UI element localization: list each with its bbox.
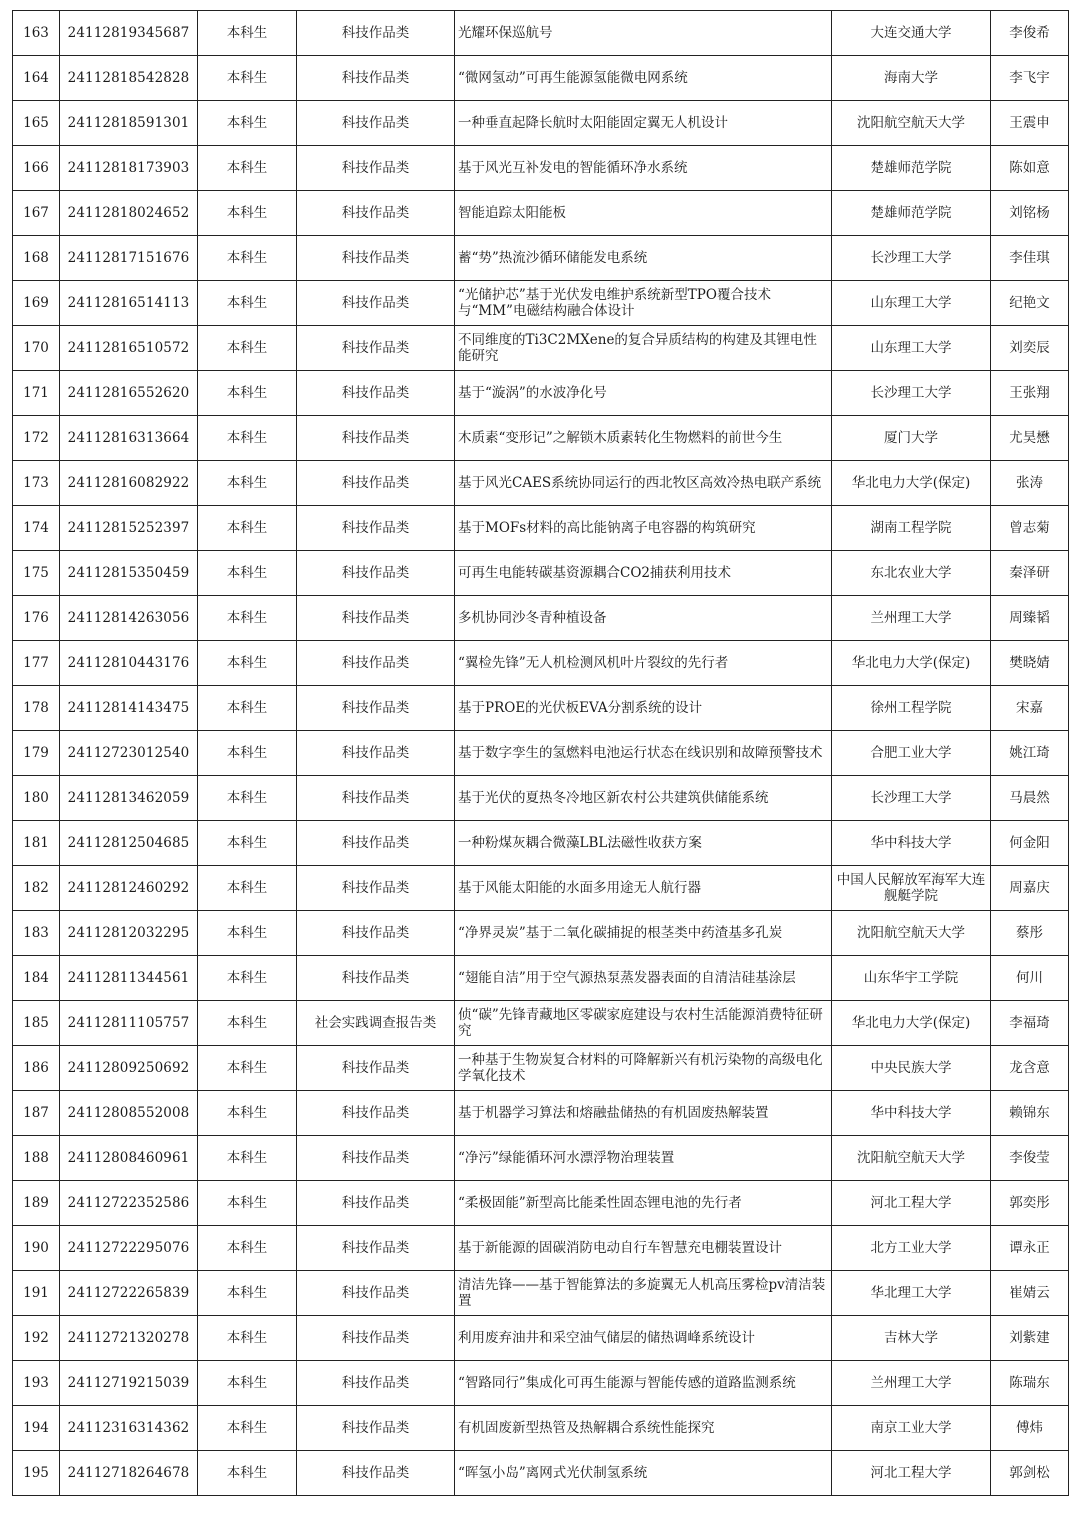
table-row — [13, 56, 1069, 101]
entry-category: 科技作品类 — [297, 641, 455, 686]
table-row — [13, 1046, 1069, 1091]
school-name: 楚雄师范学院 — [832, 191, 991, 236]
entry-title: 有机固废新型热管及热解耦合系统性能探究 — [455, 1406, 832, 1451]
entry-title: 基于MOFs材料的高比能钠离子电容器的构筑研究 — [455, 506, 832, 551]
school-name: 东北农业大学 — [832, 551, 991, 596]
entry-title: 一种基于生物炭复合材料的可降解新兴有机污染物的高级电化学氧化技术 — [455, 1046, 832, 1091]
entry-category: 科技作品类 — [297, 911, 455, 956]
table-row — [13, 1181, 1069, 1226]
school-name: 沈阳航空航天大学 — [832, 101, 991, 146]
author-name: 李佳琪 — [991, 236, 1069, 281]
table-row — [13, 776, 1069, 821]
author-name: 刘奕辰 — [991, 326, 1069, 371]
row-number: 180 — [13, 776, 60, 821]
entry-code: 24112816082922 — [60, 461, 198, 506]
student-level: 本科生 — [198, 686, 297, 731]
author-name: 姚江琦 — [991, 731, 1069, 776]
entry-category: 科技作品类 — [297, 1406, 455, 1451]
student-level: 本科生 — [198, 11, 297, 56]
row-number: 191 — [13, 1271, 60, 1316]
student-level: 本科生 — [198, 506, 297, 551]
entry-code: 24112818542828 — [60, 56, 198, 101]
author-name: 王震申 — [991, 101, 1069, 146]
student-level: 本科生 — [198, 191, 297, 236]
row-number: 178 — [13, 686, 60, 731]
entry-title: “微网氢动”可再生能源氢能微电网系统 — [455, 56, 832, 101]
entry-category: 科技作品类 — [297, 731, 455, 776]
entry-title: 基于风光CAES系统协同运行的西北牧区高效冷热电联产系统 — [455, 461, 832, 506]
author-name: 何金阳 — [991, 821, 1069, 866]
entry-category: 科技作品类 — [297, 1451, 455, 1496]
entry-category: 科技作品类 — [297, 281, 455, 326]
entry-title: 一种垂直起降长航时太阳能固定翼无人机设计 — [455, 101, 832, 146]
author-name: 李福琦 — [991, 1001, 1069, 1046]
entry-title: 光耀环保巡航号 — [455, 11, 832, 56]
table-row — [13, 686, 1069, 731]
entry-title: 基于数字孪生的氢燃料电池运行状态在线识别和故障预警技术 — [455, 731, 832, 776]
school-name: 北方工业大学 — [832, 1226, 991, 1271]
row-number: 183 — [13, 911, 60, 956]
author-name: 李俊希 — [991, 11, 1069, 56]
row-number: 169 — [13, 281, 60, 326]
school-name: 徐州工程学院 — [832, 686, 991, 731]
entry-title: 基于风光互补发电的智能循环净水系统 — [455, 146, 832, 191]
author-name: 张涛 — [991, 461, 1069, 506]
school-name: 兰州理工大学 — [832, 596, 991, 641]
entry-code: 24112723012540 — [60, 731, 198, 776]
school-name: 长沙理工大学 — [832, 776, 991, 821]
student-level: 本科生 — [198, 326, 297, 371]
author-name: 蔡彤 — [991, 911, 1069, 956]
school-name: 海南大学 — [832, 56, 991, 101]
table-row — [13, 146, 1069, 191]
entry-code: 24112812504685 — [60, 821, 198, 866]
entry-category: 科技作品类 — [297, 1316, 455, 1361]
entry-title: 利用废弃油井和采空油气储层的储热调峰系统设计 — [455, 1316, 832, 1361]
entry-title: 木质素“变形记”之解锁木质素转化生物燃料的前世今生 — [455, 416, 832, 461]
table-row — [13, 596, 1069, 641]
row-number: 192 — [13, 1316, 60, 1361]
school-name: 合肥工业大学 — [832, 731, 991, 776]
entry-code: 24112810443176 — [60, 641, 198, 686]
school-name: 河北工程大学 — [832, 1451, 991, 1496]
entry-category: 科技作品类 — [297, 1361, 455, 1406]
author-name: 陈如意 — [991, 146, 1069, 191]
table-row — [13, 866, 1069, 911]
entry-title: “净污”绿能循环河水漂浮物治理装置 — [455, 1136, 832, 1181]
student-level: 本科生 — [198, 1271, 297, 1316]
row-number: 182 — [13, 866, 60, 911]
table-row — [13, 461, 1069, 506]
row-number: 176 — [13, 596, 60, 641]
entry-category: 科技作品类 — [297, 821, 455, 866]
author-name: 李飞宇 — [991, 56, 1069, 101]
school-name: 中国人民解放军海军大连舰艇学院 — [832, 866, 991, 911]
table-row — [13, 1136, 1069, 1181]
table-row — [13, 371, 1069, 416]
entry-code: 24112816313664 — [60, 416, 198, 461]
student-level: 本科生 — [198, 281, 297, 326]
school-name: 长沙理工大学 — [832, 371, 991, 416]
entry-category: 科技作品类 — [297, 101, 455, 146]
student-level: 本科生 — [198, 371, 297, 416]
row-number: 181 — [13, 821, 60, 866]
entry-category: 科技作品类 — [297, 1136, 455, 1181]
entry-category: 科技作品类 — [297, 506, 455, 551]
entry-category: 科技作品类 — [297, 1046, 455, 1091]
entry-title: “晖氢小岛”离网式光伏制氢系统 — [455, 1451, 832, 1496]
student-level: 本科生 — [198, 866, 297, 911]
author-name: 纪艳文 — [991, 281, 1069, 326]
author-name: 刘紫建 — [991, 1316, 1069, 1361]
row-number: 193 — [13, 1361, 60, 1406]
author-name: 何川 — [991, 956, 1069, 1001]
table-row — [13, 1406, 1069, 1451]
entry-code: 24112818024652 — [60, 191, 198, 236]
author-name: 崔婧云 — [991, 1271, 1069, 1316]
entry-code: 24112722352586 — [60, 1181, 198, 1226]
entry-code: 24112812032295 — [60, 911, 198, 956]
entry-title: 可再生电能转碳基资源耦合CO2捕获利用技术 — [455, 551, 832, 596]
author-name: 郭奕彤 — [991, 1181, 1069, 1226]
student-level: 本科生 — [198, 1091, 297, 1136]
entry-title: “光储护芯”基于光伏发电维护系统新型TPO覆合技术与“MM”电磁结构融合体设计 — [455, 281, 832, 326]
row-number: 164 — [13, 56, 60, 101]
entry-category: 科技作品类 — [297, 1226, 455, 1271]
student-level: 本科生 — [198, 821, 297, 866]
school-name: 河北工程大学 — [832, 1181, 991, 1226]
entry-code: 24112814143475 — [60, 686, 198, 731]
row-number: 189 — [13, 1181, 60, 1226]
document-sheet — [12, 10, 1068, 1496]
entry-title: 基于新能源的固碳消防电动自行车智慧充电棚装置设计 — [455, 1226, 832, 1271]
entry-code: 24112722265839 — [60, 1271, 198, 1316]
student-level: 本科生 — [198, 956, 297, 1001]
school-name: 华中科技大学 — [832, 1091, 991, 1136]
student-level: 本科生 — [198, 56, 297, 101]
student-level: 本科生 — [198, 776, 297, 821]
student-level: 本科生 — [198, 1316, 297, 1361]
row-number: 186 — [13, 1046, 60, 1091]
entry-code: 24112817151676 — [60, 236, 198, 281]
table-row — [13, 326, 1069, 371]
entry-category: 科技作品类 — [297, 686, 455, 731]
entry-category: 科技作品类 — [297, 371, 455, 416]
entry-code: 24112718264678 — [60, 1451, 198, 1496]
entry-title: “翼检先锋”无人机检测风机叶片裂纹的先行者 — [455, 641, 832, 686]
school-name: 华北理工大学 — [832, 1271, 991, 1316]
row-number: 185 — [13, 1001, 60, 1046]
student-level: 本科生 — [198, 1451, 297, 1496]
row-number: 166 — [13, 146, 60, 191]
row-number: 194 — [13, 1406, 60, 1451]
student-level: 本科生 — [198, 101, 297, 146]
student-level: 本科生 — [198, 416, 297, 461]
table-row — [13, 416, 1069, 461]
author-name: 周嘉庆 — [991, 866, 1069, 911]
entry-title: 侦“碳”先锋青藏地区零碳家庭建设与农村生活能源消费特征研究 — [455, 1001, 832, 1046]
entry-category: 科技作品类 — [297, 56, 455, 101]
entry-category: 科技作品类 — [297, 146, 455, 191]
entry-code: 24112811344561 — [60, 956, 198, 1001]
entry-title: 蓄“势”热流沙循环储能发电系统 — [455, 236, 832, 281]
entry-category: 科技作品类 — [297, 11, 455, 56]
row-number: 167 — [13, 191, 60, 236]
entry-category: 科技作品类 — [297, 236, 455, 281]
author-name: 周臻韬 — [991, 596, 1069, 641]
entry-title: 基于光伏的夏热冬冷地区新农村公共建筑供储能系统 — [455, 776, 832, 821]
table-row — [13, 236, 1069, 281]
student-level: 本科生 — [198, 1226, 297, 1271]
table-row — [13, 1226, 1069, 1271]
author-name: 尤昊懋 — [991, 416, 1069, 461]
school-name: 大连交通大学 — [832, 11, 991, 56]
entry-title: “智路同行”集成化可再生能源与智能传感的道路监测系统 — [455, 1361, 832, 1406]
table-row — [13, 11, 1069, 56]
entry-code: 24112818591301 — [60, 101, 198, 146]
entry-code: 24112816552620 — [60, 371, 198, 416]
table-row — [13, 911, 1069, 956]
author-name: 刘铭杨 — [991, 191, 1069, 236]
student-level: 本科生 — [198, 1046, 297, 1091]
entry-title: 基于风能太阳能的水面多用途无人航行器 — [455, 866, 832, 911]
school-name: 长沙理工大学 — [832, 236, 991, 281]
entry-category: 科技作品类 — [297, 551, 455, 596]
author-name: 谭永正 — [991, 1226, 1069, 1271]
entry-code: 24112811105757 — [60, 1001, 198, 1046]
student-level: 本科生 — [198, 1406, 297, 1451]
author-name: 马晨然 — [991, 776, 1069, 821]
author-name: 龙含意 — [991, 1046, 1069, 1091]
row-number: 175 — [13, 551, 60, 596]
entry-category: 科技作品类 — [297, 596, 455, 641]
school-name: 华中科技大学 — [832, 821, 991, 866]
entry-code: 24112816510572 — [60, 326, 198, 371]
entry-code: 24112814263056 — [60, 596, 198, 641]
row-number: 168 — [13, 236, 60, 281]
row-number: 172 — [13, 416, 60, 461]
entry-code: 24112809250692 — [60, 1046, 198, 1091]
table-row — [13, 1361, 1069, 1406]
table-row — [13, 1316, 1069, 1361]
table-row — [13, 281, 1069, 326]
row-number: 171 — [13, 371, 60, 416]
school-name: 沈阳航空航天大学 — [832, 911, 991, 956]
entry-title: 基于PROE的光伏板EVA分割系统的设计 — [455, 686, 832, 731]
entry-code: 24112813462059 — [60, 776, 198, 821]
entry-title: “净界灵炭”基于二氧化碳捕捉的根茎类中药渣基多孔炭 — [455, 911, 832, 956]
student-level: 本科生 — [198, 911, 297, 956]
student-level: 本科生 — [198, 236, 297, 281]
row-number: 170 — [13, 326, 60, 371]
row-number: 163 — [13, 11, 60, 56]
entry-title: “柔极固能”新型高比能柔性固态锂电池的先行者 — [455, 1181, 832, 1226]
table-row — [13, 731, 1069, 776]
entry-code: 24112815350459 — [60, 551, 198, 596]
entry-title: 一种粉煤灰耦合微藻LBL法磁性收获方案 — [455, 821, 832, 866]
entry-code: 24112815252397 — [60, 506, 198, 551]
entry-category: 科技作品类 — [297, 866, 455, 911]
entry-code: 24112722295076 — [60, 1226, 198, 1271]
author-name: 王张翔 — [991, 371, 1069, 416]
entry-category: 科技作品类 — [297, 1181, 455, 1226]
entry-category: 科技作品类 — [297, 1091, 455, 1136]
row-number: 179 — [13, 731, 60, 776]
school-name: 厦门大学 — [832, 416, 991, 461]
table-row — [13, 1091, 1069, 1136]
entry-title: 基于机器学习算法和熔融盐储热的有机固废热解装置 — [455, 1091, 832, 1136]
row-number: 165 — [13, 101, 60, 146]
entry-code: 24112316314362 — [60, 1406, 198, 1451]
entry-title: 多机协同沙冬青种植设备 — [455, 596, 832, 641]
school-name: 华北电力大学(保定) — [832, 1001, 991, 1046]
entry-category: 科技作品类 — [297, 191, 455, 236]
entry-category: 科技作品类 — [297, 326, 455, 371]
table-row — [13, 1271, 1069, 1316]
author-name: 赖锦东 — [991, 1091, 1069, 1136]
row-number: 188 — [13, 1136, 60, 1181]
row-number: 184 — [13, 956, 60, 1001]
student-level: 本科生 — [198, 1136, 297, 1181]
student-level: 本科生 — [198, 641, 297, 686]
entry-category: 科技作品类 — [297, 776, 455, 821]
student-level: 本科生 — [198, 551, 297, 596]
entry-title: “翅能自洁”用于空气源热泵蒸发器表面的自清洁硅基涂层 — [455, 956, 832, 1001]
entry-title: 不同维度的Ti3C2MXene的复合异质结构的构建及其锂电性能研究 — [455, 326, 832, 371]
entry-code: 24112719215039 — [60, 1361, 198, 1406]
entry-code: 24112819345687 — [60, 11, 198, 56]
student-level: 本科生 — [198, 461, 297, 506]
school-name: 兰州理工大学 — [832, 1361, 991, 1406]
row-number: 187 — [13, 1091, 60, 1136]
school-name: 华北电力大学(保定) — [832, 641, 991, 686]
entry-title: 智能追踪太阳能板 — [455, 191, 832, 236]
entry-category: 科技作品类 — [297, 416, 455, 461]
student-level: 本科生 — [198, 146, 297, 191]
entry-category: 社会实践调查报告类 — [297, 1001, 455, 1046]
author-name: 郭剑松 — [991, 1451, 1069, 1496]
entry-code: 24112808460961 — [60, 1136, 198, 1181]
table-row — [13, 191, 1069, 236]
entry-code: 24112812460292 — [60, 866, 198, 911]
entry-title: 基于“漩涡”的水波净化号 — [455, 371, 832, 416]
entry-title: 清洁先锋——基于智能算法的多旋翼无人机高压雾检pv清洁装置 — [455, 1271, 832, 1316]
table-row — [13, 1451, 1069, 1496]
table-body — [13, 11, 1069, 1496]
author-name: 陈瑞东 — [991, 1361, 1069, 1406]
author-name: 宋嘉 — [991, 686, 1069, 731]
award-roster-table — [12, 10, 1069, 1496]
school-name: 南京工业大学 — [832, 1406, 991, 1451]
author-name: 秦泽研 — [991, 551, 1069, 596]
row-number: 190 — [13, 1226, 60, 1271]
author-name: 樊晓婧 — [991, 641, 1069, 686]
entry-category: 科技作品类 — [297, 1271, 455, 1316]
table-row — [13, 1001, 1069, 1046]
author-name: 曾志菊 — [991, 506, 1069, 551]
school-name: 山东华宇工学院 — [832, 956, 991, 1001]
author-name: 傅炜 — [991, 1406, 1069, 1451]
school-name: 山东理工大学 — [832, 281, 991, 326]
author-name: 李俊莹 — [991, 1136, 1069, 1181]
table-row — [13, 101, 1069, 146]
row-number: 195 — [13, 1451, 60, 1496]
school-name: 中央民族大学 — [832, 1046, 991, 1091]
entry-code: 24112818173903 — [60, 146, 198, 191]
school-name: 华北电力大学(保定) — [832, 461, 991, 506]
entry-category: 科技作品类 — [297, 461, 455, 506]
table-row — [13, 551, 1069, 596]
table-row — [13, 506, 1069, 551]
student-level: 本科生 — [198, 596, 297, 641]
student-level: 本科生 — [198, 1001, 297, 1046]
entry-code: 24112721320278 — [60, 1316, 198, 1361]
school-name: 山东理工大学 — [832, 326, 991, 371]
row-number: 174 — [13, 506, 60, 551]
school-name: 沈阳航空航天大学 — [832, 1136, 991, 1181]
row-number: 177 — [13, 641, 60, 686]
school-name: 吉林大学 — [832, 1316, 991, 1361]
school-name: 湖南工程学院 — [832, 506, 991, 551]
table-row — [13, 821, 1069, 866]
student-level: 本科生 — [198, 1361, 297, 1406]
entry-code: 24112808552008 — [60, 1091, 198, 1136]
entry-category: 科技作品类 — [297, 956, 455, 1001]
school-name: 楚雄师范学院 — [832, 146, 991, 191]
table-row — [13, 641, 1069, 686]
student-level: 本科生 — [198, 1181, 297, 1226]
row-number: 173 — [13, 461, 60, 506]
table-row — [13, 956, 1069, 1001]
entry-code: 24112816514113 — [60, 281, 198, 326]
student-level: 本科生 — [198, 731, 297, 776]
